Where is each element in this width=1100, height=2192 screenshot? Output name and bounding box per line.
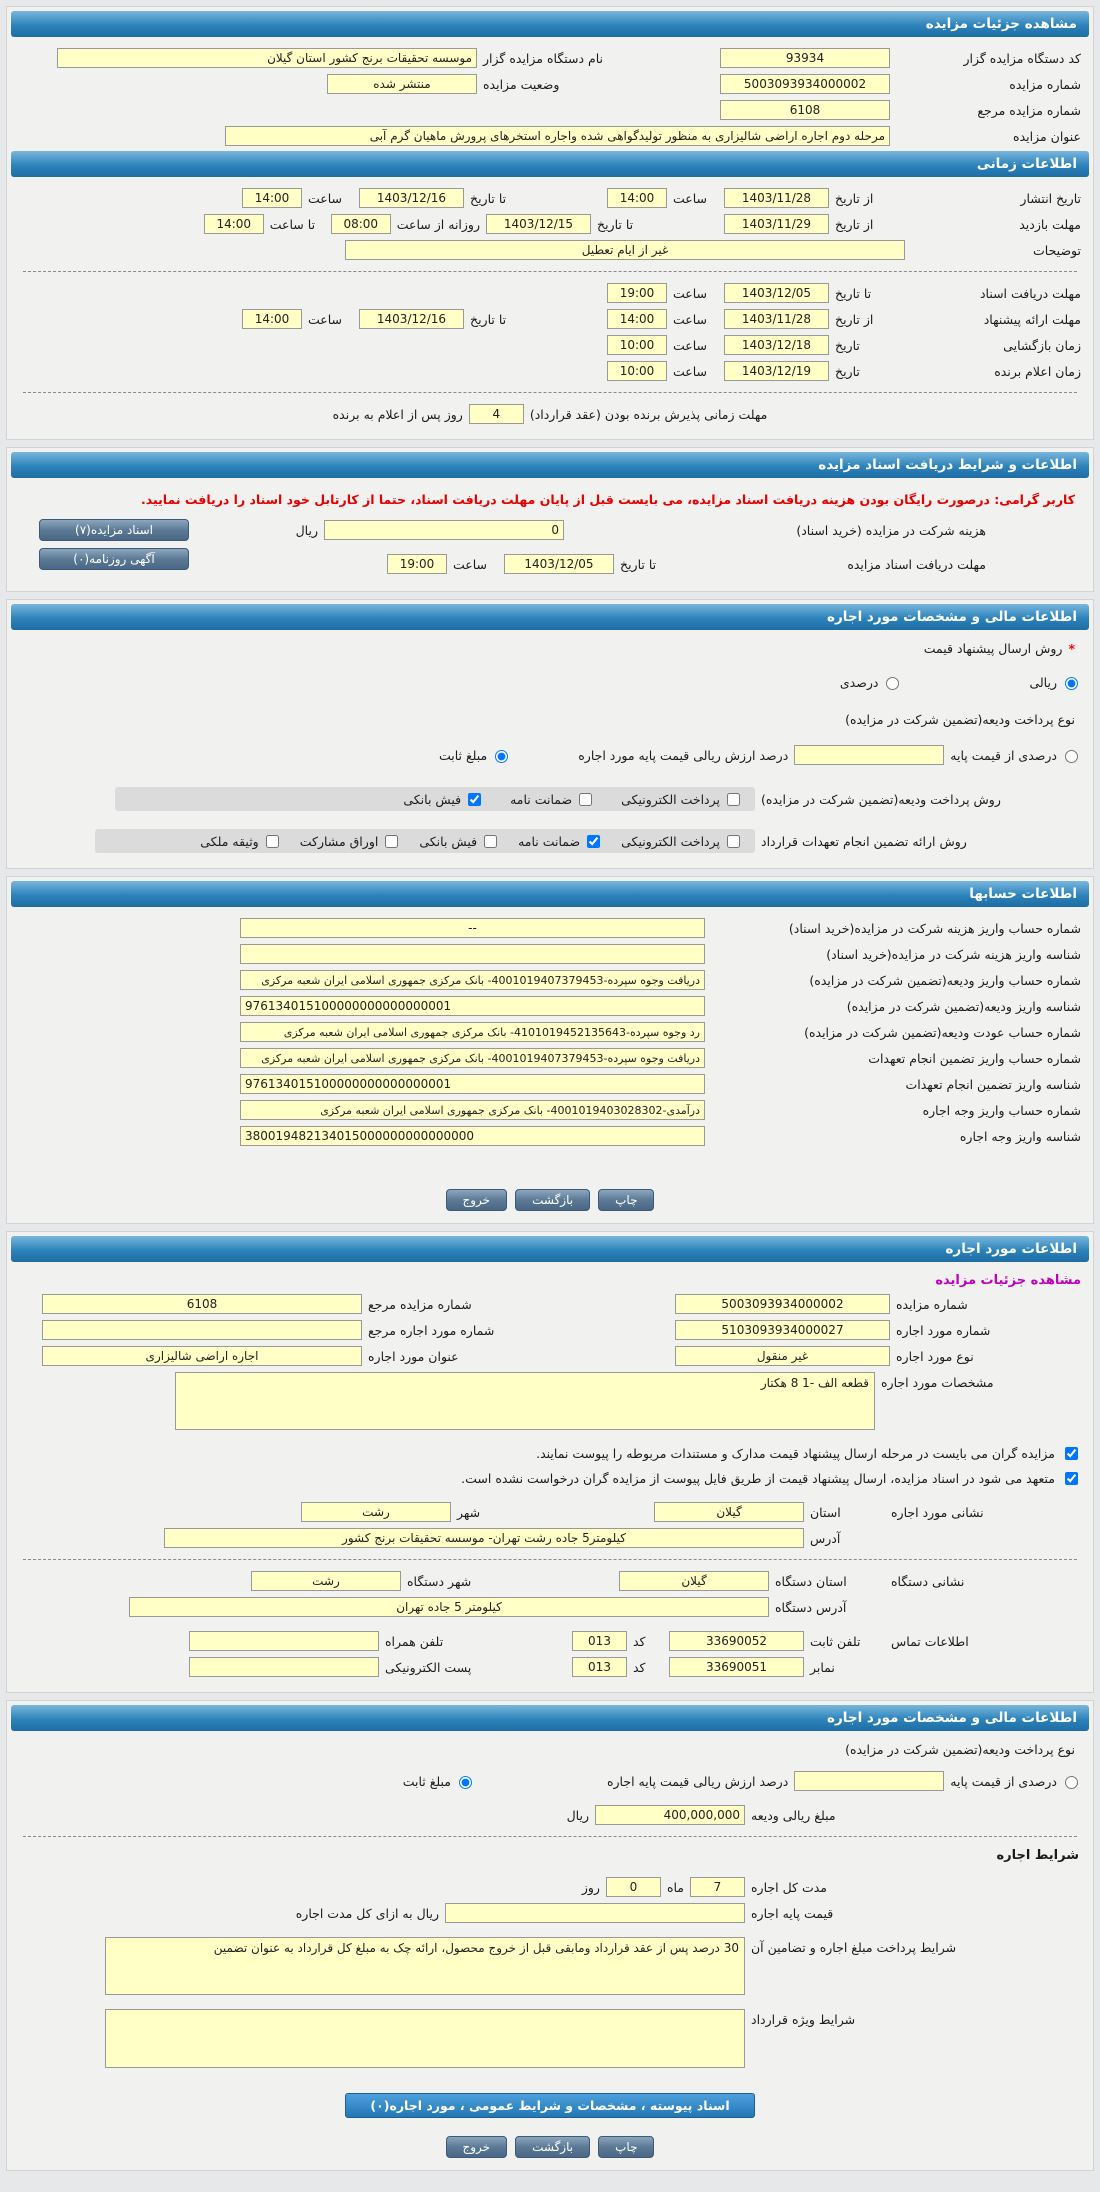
- docs-deadline-label: مهلت دریافت اسناد: [979, 285, 1081, 301]
- bank-receipt-checkbox-2[interactable]: [484, 835, 497, 848]
- base-price-field[interactable]: [445, 1903, 745, 1923]
- attached-documents-button[interactable]: اسناد پیوسته ، مشخصات و شرایط عمومی ، مورد اجاره(۰): [345, 2093, 754, 2118]
- electronic-payment-checkbox[interactable]: [727, 793, 740, 806]
- account-label: شماره حساب واریز وجه اجاره: [922, 1102, 1081, 1118]
- auction-documents-button[interactable]: اسناد مزایده(۷): [39, 519, 189, 541]
- row-auction-title: [9, 123, 1091, 149]
- rental-terms-title: شرایط اجاره: [996, 1848, 1079, 1864]
- fax-field[interactable]: [669, 1657, 804, 1677]
- hour-label: ساعت: [673, 285, 708, 301]
- account-row: [9, 1045, 1091, 1071]
- account-row: [9, 941, 1091, 967]
- row-price-method-label: [9, 638, 1091, 659]
- months-unit-label: ماه: [666, 1879, 684, 1895]
- address-field[interactable]: [164, 1528, 804, 1548]
- panel-item-financial-terms: [6, 1700, 1094, 2170]
- phone-code-field[interactable]: [572, 1631, 627, 1651]
- base-percent-option-label-2: درصدی از قیمت پایه: [950, 1773, 1057, 1789]
- action-buttons-row-bottom: [9, 2136, 1091, 2158]
- row-deposit-type-label-2: [9, 1739, 1091, 1760]
- reference-number-field[interactable]: [720, 100, 890, 120]
- item-specs-label: مشخصات مورد اجاره: [881, 1375, 994, 1390]
- guarantee-methods-group: [95, 829, 755, 853]
- percent-option[interactable]: [840, 674, 903, 690]
- item-type-label: نوع مورد اجاره: [896, 1348, 974, 1364]
- fixed-amount-option[interactable]: [439, 747, 511, 763]
- visit-daily-from-field[interactable]: [331, 214, 391, 234]
- guarantee-letter-checkbox[interactable]: [579, 793, 592, 806]
- to-date-label: تا تاریخ: [470, 190, 507, 206]
- panel-document-conditions: [6, 447, 1094, 592]
- city-label: شهر: [457, 1504, 481, 1520]
- opening-date-field[interactable]: [724, 335, 829, 355]
- reference-number-label: شماره مزایده مرجع: [977, 102, 1081, 118]
- participation-bonds-label: اوراق مشارکت: [299, 833, 379, 849]
- notes-label: توضیحات: [1033, 242, 1081, 258]
- row-item-address: [9, 1499, 1091, 1525]
- to-date-label: تا تاریخ: [470, 311, 507, 327]
- property-collateral-label: وثیقه ملکی: [200, 833, 259, 849]
- contact-group-label: اطلاعات تماس: [891, 1633, 969, 1649]
- fax-code-field[interactable]: [572, 1657, 627, 1677]
- account-label: شناسه واریز تضمین انجام تعهدات: [905, 1076, 1081, 1092]
- row-deposit-type-options: [9, 742, 1091, 768]
- status-field[interactable]: [327, 74, 477, 94]
- special-terms-textarea[interactable]: [105, 2009, 745, 2067]
- hour-label: ساعت: [453, 556, 488, 572]
- date-label: تاریخ: [835, 363, 860, 379]
- to-date-label: تا تاریخ: [835, 285, 872, 301]
- account-label: شناسه واریز ودیعه(تضمین شرکت در مزایده): [846, 998, 1081, 1014]
- doc-conditions-title: اطلاعات و شرایط دریافت اسناد مزایده: [818, 457, 1077, 473]
- days-unit-label: روز: [581, 1879, 600, 1895]
- date-label: تاریخ: [835, 337, 860, 353]
- area-code-label: کد: [633, 1633, 646, 1649]
- item-title-label: عنوان مورد اجاره: [368, 1348, 459, 1364]
- deposit-pay-methods-group: [115, 787, 755, 811]
- to-hour-label: تا ساعت: [269, 216, 316, 232]
- account-field[interactable]: [240, 970, 705, 990]
- rental-duration-label: مدت کل اجاره: [751, 1879, 827, 1895]
- price-method-label: روش ارسال پیشنهاد قیمت: [923, 641, 1063, 656]
- item-financial-title: اطلاعات مالی و مشخصات مورد اجاره: [827, 1710, 1077, 1727]
- hour-label: ساعت: [673, 363, 708, 379]
- row-nofile-note: [9, 1466, 1091, 1491]
- winner-label: زمان اعلام برنده: [994, 363, 1081, 379]
- electronic-payment-label-2: پرداخت الکترونیکی: [621, 833, 720, 849]
- base-percent-suffix-label-2: درصد ارزش ریالی قیمت پایه اجاره: [606, 1773, 789, 1789]
- rial-option-label: ریالی: [1029, 674, 1057, 690]
- visit-daily-to-field[interactable]: [204, 214, 264, 234]
- electronic-payment-label: پرداخت الکترونیکی: [621, 791, 720, 807]
- docs-deadline-time-field[interactable]: [607, 283, 667, 303]
- offer-from-time-field[interactable]: [607, 309, 667, 329]
- base-price-suffix-label: ریال به ازای کل مدت اجاره: [295, 1905, 439, 1921]
- no-file-required-checkbox[interactable]: [1065, 1472, 1078, 1485]
- hour-label: ساعت: [308, 190, 343, 206]
- account-row: [9, 1123, 1091, 1149]
- mobile-label: تلفن همراه: [385, 1633, 444, 1649]
- fax-label: نمابر: [810, 1659, 835, 1675]
- publish-label: تاریخ انتشار: [1020, 190, 1081, 206]
- account-field[interactable]: [240, 1048, 705, 1068]
- account-label: شناسه واریز هزینه شرکت در مزایده(خرید اسناد): [826, 946, 1081, 962]
- item-ref-number-field[interactable]: [42, 1320, 362, 1340]
- percent-option-label: درصدی: [839, 674, 879, 690]
- back-button[interactable]: بازگشت: [515, 1189, 590, 1211]
- province-label: استان: [810, 1504, 841, 1520]
- attach-documents-note: مزایده گران می بایست در مرحله ارسال پیشنهاد قیمت مدارک و مستندات مربوطه را پیوست نمایند.: [536, 1446, 1055, 1462]
- item-auction-number-field[interactable]: [675, 1294, 890, 1314]
- account-field[interactable]: [240, 1074, 705, 1094]
- bank-receipt-option[interactable]: [403, 790, 484, 809]
- fixed-amount-radio[interactable]: [495, 750, 508, 763]
- device-name-field[interactable]: [57, 48, 477, 68]
- item-reference-number-label: شماره مزایده مرجع: [368, 1296, 472, 1312]
- device-city-field[interactable]: [251, 1571, 401, 1591]
- rental-item-title: اطلاعات مورد اجاره: [945, 1241, 1077, 1257]
- row-item-street-address: [9, 1525, 1091, 1551]
- item-address-group-label: نشانی مورد اجاره: [891, 1504, 984, 1520]
- guarantee-method-label: روش ارائه تضمین انجام تعهدات قرارداد: [761, 833, 967, 849]
- doc-conditions-rows: [189, 517, 1081, 577]
- newspaper-ad-button[interactable]: آگهی روزنامه(۰): [39, 548, 189, 570]
- account-field[interactable]: [240, 1022, 705, 1042]
- exit-button[interactable]: خروج: [446, 1189, 508, 1211]
- base-percent-field[interactable]: [794, 745, 944, 765]
- section-header-item-financial: [11, 1705, 1089, 1731]
- fixed-amount-radio-2[interactable]: [459, 1776, 472, 1789]
- section-header-doc-conditions: [11, 452, 1089, 478]
- device-code-label: کد دستگاه مزایده گزار: [963, 50, 1081, 66]
- deposit-type-label: نوع پرداخت ودیعه(تضمین شرکت در مزایده): [845, 712, 1075, 727]
- base-price-label: قیمت پایه اجاره: [751, 1905, 834, 1921]
- device-address-group-label: نشانی دستگاه: [891, 1573, 965, 1589]
- doc-conditions-body: [9, 515, 1091, 579]
- guarantee-letter-label: ضمانت نامه: [510, 791, 573, 807]
- area-code-label: کد: [633, 1659, 646, 1675]
- participation-fee-field[interactable]: [324, 520, 564, 540]
- deposit-amount-field[interactable]: [595, 1805, 745, 1825]
- account-field[interactable]: [240, 1100, 705, 1120]
- account-label: شماره حساب عودت ودیعه(تضمین شرکت در مزایده): [804, 1024, 1081, 1040]
- row-deposit-pay-methods: [9, 784, 1091, 814]
- required-asterisk: *: [1068, 641, 1075, 656]
- row-opening-time: [9, 332, 1091, 358]
- row-device: [9, 45, 1091, 71]
- duration-days-field[interactable]: [606, 1877, 661, 1897]
- row-item-type: [9, 1343, 1091, 1369]
- email-field[interactable]: [189, 1657, 379, 1677]
- docs-deadline-date-field[interactable]: [724, 283, 829, 303]
- device-province-label: استان دستگاه: [775, 1573, 847, 1589]
- item-specs-textarea[interactable]: [175, 1372, 875, 1430]
- participation-fee-label: هزینه شرکت در مزایده (خرید اسناد): [796, 522, 986, 538]
- financial-title: اطلاعات مالی و مشخصات مورد اجاره: [827, 609, 1077, 625]
- item-reference-number-field[interactable]: [42, 1294, 362, 1314]
- view-auction-details-link[interactable]: مشاهده جزئیات مزایده: [935, 1273, 1081, 1288]
- deposit-type-label-2: نوع پرداخت ودیعه(تضمین شرکت در مزایده): [845, 1742, 1075, 1758]
- row-item-auction-number: [9, 1291, 1091, 1317]
- row-device-street-address: [9, 1594, 1091, 1620]
- accept-deadline-label: مهلت زمانی پذیرش برنده بودن (عقد قرارداد): [529, 406, 768, 422]
- section-header-rental-item: [11, 1236, 1089, 1262]
- accept-days-field[interactable]: [469, 404, 524, 424]
- row-details-link: [9, 1270, 1091, 1291]
- guarantee-letter-option-2[interactable]: [518, 832, 603, 851]
- dashed-separator: [23, 1836, 1077, 1837]
- print-button[interactable]: چاپ: [598, 1189, 654, 1211]
- guarantee-letter-label-2: ضمانت نامه: [518, 833, 581, 849]
- item-title-field[interactable]: [42, 1346, 362, 1366]
- auction-title-label: عنوان مزایده: [1013, 128, 1081, 144]
- account-field[interactable]: [240, 1126, 705, 1146]
- guarantee-letter-checkbox-2[interactable]: [587, 835, 600, 848]
- accounts-title: اطلاعات حسابها: [969, 886, 1077, 902]
- publish-to-date-field[interactable]: [359, 188, 464, 208]
- item-number-label: شماره مورد اجاره: [896, 1322, 991, 1338]
- phone-field[interactable]: [669, 1631, 804, 1651]
- bank-receipt-checkbox[interactable]: [468, 793, 481, 806]
- exit-button-bottom[interactable]: خروج: [446, 2136, 508, 2158]
- item-type-field[interactable]: [675, 1346, 890, 1366]
- row-contact-fax: [9, 1654, 1091, 1680]
- province-field[interactable]: [654, 1502, 804, 1522]
- section-header-accounts: [11, 881, 1089, 907]
- hour-label: ساعت: [673, 190, 708, 206]
- visit-to-date-field[interactable]: [486, 214, 591, 234]
- percent-radio[interactable]: [886, 677, 899, 690]
- row-item-number: [9, 1317, 1091, 1343]
- account-row: [9, 993, 1091, 1019]
- row-visit-deadline: [9, 211, 1091, 237]
- fixed-amount-option-label: مبلغ ثابت: [438, 747, 488, 763]
- hour-label: ساعت: [673, 311, 708, 327]
- account-field[interactable]: [240, 996, 705, 1016]
- deposit-amount-label: مبلغ ریالی ودیعه: [751, 1807, 836, 1823]
- offer-from-date-field[interactable]: [724, 309, 829, 329]
- timing-title: اطلاعات زمانی: [976, 156, 1077, 172]
- back-button-bottom[interactable]: بازگشت: [515, 2136, 590, 2158]
- guarantee-letter-option[interactable]: [510, 790, 595, 809]
- publish-from-date-field[interactable]: [724, 188, 829, 208]
- publish-from-time-field[interactable]: [607, 188, 667, 208]
- duration-months-field[interactable]: [690, 1877, 745, 1897]
- row-accept-deadline: [9, 401, 1091, 427]
- row-deposit-type-label: [9, 709, 1091, 730]
- attach-documents-checkbox[interactable]: [1065, 1447, 1078, 1460]
- notes-field[interactable]: [345, 240, 905, 260]
- account-row: [9, 1019, 1091, 1045]
- publish-to-time-field[interactable]: [242, 188, 302, 208]
- bank-receipt-label-2: فیش بانکی: [419, 833, 478, 849]
- auction-number-label: شماره مزایده: [1009, 76, 1081, 92]
- base-percent-option-label: درصدی از قیمت پایه: [950, 747, 1057, 763]
- deposit-pay-method-label: روش پرداخت ودیعه(تضمین شرکت در مزایده): [761, 791, 1001, 807]
- rial-unit-label: ریال: [566, 1807, 589, 1823]
- to-date-label: تا تاریخ: [620, 556, 657, 572]
- panel-accounts: [6, 876, 1094, 1224]
- account-field[interactable]: [240, 944, 705, 964]
- daily-from-label: روزانه از ساعت: [396, 216, 480, 232]
- offer-to-time-field[interactable]: [242, 309, 302, 329]
- opening-time-field[interactable]: [607, 335, 667, 355]
- dashed-separator: [23, 392, 1077, 393]
- winner-time-field[interactable]: [607, 361, 667, 381]
- account-field[interactable]: [240, 918, 705, 938]
- dashed-separator: [23, 1559, 1077, 1560]
- auction-title-field[interactable]: [225, 126, 890, 146]
- row-guarantee-methods: [9, 826, 1091, 856]
- to-date-label: تا تاریخ: [597, 216, 634, 232]
- row-special-terms: [9, 2006, 1091, 2070]
- auction-number-field[interactable]: [720, 74, 890, 94]
- base-percent-option-2[interactable]: [950, 1773, 1081, 1789]
- base-percent-field-2[interactable]: [794, 1771, 944, 1791]
- hour-label: ساعت: [673, 337, 708, 353]
- row-rental-duration: [9, 1874, 1091, 1900]
- rial-unit-label: ریال: [295, 522, 318, 538]
- winner-date-field[interactable]: [724, 361, 829, 381]
- doc-receipt-deadline-date-field[interactable]: [504, 554, 614, 574]
- account-row: [9, 915, 1091, 941]
- mobile-field[interactable]: [189, 1631, 379, 1651]
- payment-terms-textarea[interactable]: [105, 1937, 745, 1995]
- account-row: [9, 1071, 1091, 1097]
- participation-bonds-option[interactable]: [300, 832, 402, 851]
- account-label: شماره حساب واریز ودیعه(تضمین شرکت در مزایده): [809, 972, 1081, 988]
- section-header-timing: [11, 151, 1089, 177]
- device-code-field[interactable]: [720, 48, 890, 68]
- item-auction-number-label: شماره مزایده: [896, 1296, 968, 1312]
- item-ref-number-label: شماره مورد اجاره مرجع: [368, 1322, 495, 1338]
- doc-receipt-deadline-label: مهلت دریافت اسناد مزایده: [847, 556, 986, 572]
- account-label: شناسه واریز وجه اجاره: [959, 1128, 1081, 1144]
- row-contact-phone: [9, 1628, 1091, 1654]
- address-label: آدرس: [810, 1530, 841, 1546]
- row-offer-deadline: [9, 306, 1091, 332]
- device-name-label: نام دستگاه مزایده گزار: [483, 50, 604, 66]
- row-reference-number: [9, 97, 1091, 123]
- row-device-address: [9, 1568, 1091, 1594]
- section-header-financial: [11, 604, 1089, 630]
- electronic-payment-checkbox-2[interactable]: [727, 835, 740, 848]
- bank-receipt-option-2[interactable]: [419, 832, 500, 851]
- electronic-payment-option-2[interactable]: [621, 832, 743, 851]
- row-publish-date: [9, 185, 1091, 211]
- row-item-specs: [9, 1369, 1091, 1433]
- phone-label: تلفن ثابت: [810, 1633, 861, 1649]
- section-header-details: [11, 11, 1089, 37]
- account-row: [9, 1097, 1091, 1123]
- fixed-amount-option-2[interactable]: [403, 1773, 475, 1789]
- from-date-label: از تاریخ: [835, 190, 874, 206]
- row-attach-note: [9, 1441, 1091, 1466]
- base-percent-radio[interactable]: [1065, 750, 1078, 763]
- page-title: مشاهده جزئیات مزایده: [925, 16, 1077, 32]
- row-docs-deadline: [9, 280, 1091, 306]
- city-field[interactable]: [301, 1502, 451, 1522]
- base-percent-option[interactable]: [950, 747, 1081, 763]
- panel-auction-details: [6, 6, 1094, 440]
- row-price-method-options: [9, 671, 1091, 693]
- offer-label: مهلت ارائه پیشنهاد: [983, 311, 1081, 327]
- free-documents-notice: کاربر گرامی: درصورت رایگان بودن هزینه دریافت اسناد مزایده، می بایست قبل از پایان مهلت دریافت اسناد، حتما از کارتابل خود اسناد را دریافت نمایید.: [141, 492, 1075, 507]
- row-payment-terms: [9, 1934, 1091, 1998]
- row-winner-time: [9, 358, 1091, 384]
- doc-buttons-column: [19, 517, 189, 577]
- dashed-separator: [23, 271, 1077, 272]
- offer-to-date-field[interactable]: [359, 309, 464, 329]
- panel-financial: [6, 599, 1094, 869]
- device-street-address-label: آدرس دستگاه: [775, 1599, 847, 1615]
- doc-receipt-deadline-time-field[interactable]: [387, 554, 447, 574]
- electronic-payment-option[interactable]: [621, 790, 743, 809]
- base-percent-suffix-label: درصد ارزش ریالی قیمت پایه مورد اجاره: [578, 747, 789, 763]
- visit-from-date-field[interactable]: [724, 214, 829, 234]
- device-street-address-field[interactable]: [129, 1597, 769, 1617]
- rial-radio[interactable]: [1065, 677, 1078, 690]
- opening-label: زمان بازگشایی: [1003, 337, 1081, 353]
- print-button-bottom[interactable]: چاپ: [598, 2136, 654, 2158]
- bank-receipt-label: فیش بانکی: [403, 791, 462, 807]
- accept-deadline-suffix: روز پس از اعلام به برنده: [332, 406, 463, 422]
- property-collateral-option[interactable]: [200, 832, 281, 851]
- attached-docs-row: [9, 2093, 1091, 2118]
- account-label: شماره حساب واریز هزینه شرکت در مزایده(خرید اسناد): [788, 920, 1081, 936]
- from-date-label: از تاریخ: [835, 216, 874, 232]
- device-province-field[interactable]: [619, 1571, 769, 1591]
- panel-rental-item: [6, 1231, 1094, 1693]
- status-label: وضعیت مزایده: [483, 76, 560, 92]
- participation-bonds-checkbox[interactable]: [385, 835, 398, 848]
- account-label: شماره حساب واریز تضمین انجام تعهدات: [868, 1050, 1081, 1066]
- item-number-field[interactable]: [675, 1320, 890, 1340]
- no-file-required-note: متعهد می شود در اسناد مزایده، ارسال پیشنهاد قیمت از طریق فایل پیوست از مزایده گران درخواست نشده است.: [461, 1471, 1055, 1487]
- hour-label: ساعت: [308, 311, 343, 327]
- base-percent-radio-2[interactable]: [1065, 1776, 1078, 1789]
- row-deposit-amount: [9, 1802, 1091, 1828]
- row-participation-fee: [189, 517, 996, 543]
- from-date-label: از تاریخ: [835, 311, 874, 327]
- special-terms-label: شرایط ویژه قرارداد: [751, 2012, 856, 2028]
- rial-option[interactable]: [1029, 674, 1081, 690]
- row-deposit-type-options-2: [9, 1768, 1091, 1794]
- row-notes: [9, 237, 1091, 263]
- row-auction-number: [9, 71, 1091, 97]
- row-terms-title: [9, 1845, 1091, 1866]
- account-row: [9, 967, 1091, 993]
- property-collateral-checkbox[interactable]: [266, 835, 279, 848]
- fixed-amount-option-label-2: مبلغ ثابت: [402, 1773, 451, 1789]
- device-city-label: شهر دستگاه: [407, 1573, 472, 1589]
- action-buttons-row: [9, 1189, 1091, 1211]
- row-doc-receipt-deadline: [189, 551, 996, 577]
- payment-terms-label: شرایط پرداخت مبلغ اجاره و تضامین آن: [751, 1940, 957, 1956]
- row-base-price: [9, 1900, 1091, 1926]
- email-label: پست الکترونیکی: [385, 1659, 472, 1675]
- visit-label: مهلت بازدید: [1019, 216, 1081, 232]
